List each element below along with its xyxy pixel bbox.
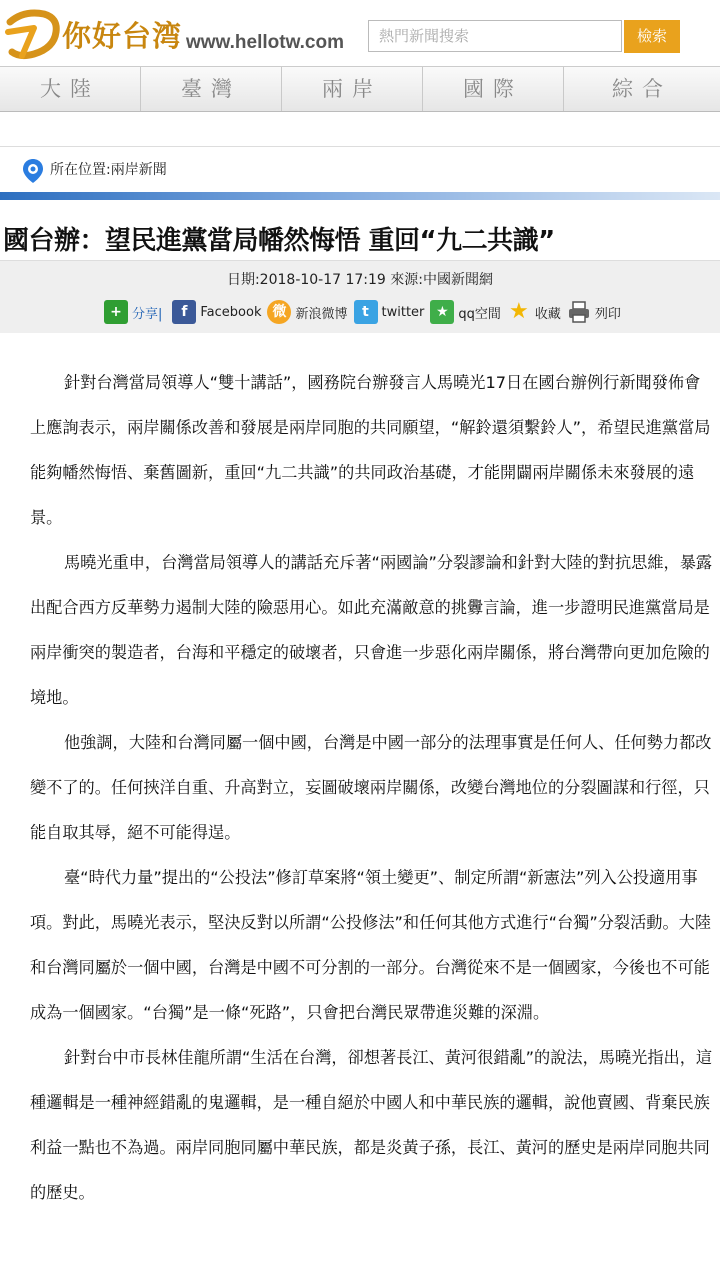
share-qzone[interactable] — [430, 300, 501, 324]
share-weibo[interactable] — [267, 300, 347, 324]
article-body — [30, 360, 716, 1215]
twitter-icon: t — [354, 300, 378, 324]
favorite-star-icon: ★ — [509, 299, 529, 324]
qzone-label: qq空間 — [458, 306, 501, 322]
weibo-icon: 微 — [267, 300, 291, 324]
search-input[interactable]: 熱門新聞搜索 — [368, 20, 622, 52]
printer-icon — [567, 300, 591, 324]
share-favorite[interactable] — [507, 300, 561, 324]
nav-item-taiwan[interactable]: 臺灣 — [141, 67, 282, 111]
logo-mark-icon — [4, 8, 62, 60]
breadcrumb — [0, 146, 720, 194]
plus-icon: + — [104, 300, 128, 324]
article-paragraph: 臺“時代力量”提出的“公投法”修訂草案將“領土變更”、制定所謂“新憲法”列入公投適用事項。對此，馬曉光表示，堅決反對以所謂“公投修法”和任何其他方式進行“台獨”分裂活動。大陸和台灣同屬於一個中國，台灣是中國不可分割的一部分。台灣從來不是一個國家，今後也不可能成為一個國家。“台獨”是一條“死路”，只會把台灣民眾帶進災難的深淵。 — [30, 868, 712, 1022]
article-meta: 日期:2018-10-17 17:19 來源:中國新聞網 — [226, 272, 494, 288]
share-twitter[interactable] — [354, 300, 425, 324]
article-paragraph: 針對台灣當局領導人“雙十講話”，國務院台辦發言人馬曉光17日在國台辦例行新聞發佈會上應詢表示，兩岸關係改善和發展是兩岸同胞的共同願望，“解鈴還須繫鈴人”，希望民進黨當局能夠幡然悔悟、棄舊圖新，重回“九二共識”的共同政治基礎，才能開闢兩岸關係未來發展的遠景。 — [30, 373, 711, 527]
article-paragraph: 馬曉光重申，台灣當局領導人的講話充斥著“兩國論”分裂謬論和針對大陸的對抗思維，暴露出配合西方反華勢力遏制大陸的險惡用心。如此充滿敵意的挑釁言論，進一步證明民進黨當局是兩岸衝突的製造者，台海和平穩定的破壞者，只會進一步惡化兩岸關係，將台灣帶向更加危險的境地。 — [30, 553, 713, 707]
weibo-label: 新浪微博 — [295, 306, 348, 322]
favorite-label: 收藏 — [534, 306, 561, 322]
nav-item-international[interactable]: 國際 — [423, 67, 564, 111]
share-bar — [104, 297, 627, 327]
share-print[interactable] — [567, 300, 621, 324]
nav-item-cross-strait[interactable]: 兩岸 — [282, 67, 423, 111]
facebook-label: Facebook — [200, 304, 262, 320]
search-button[interactable]: 檢索 — [624, 20, 680, 53]
qzone-star-icon: ★ — [430, 300, 454, 324]
breadcrumb-text[interactable]: 所在位置:兩岸新聞 — [50, 162, 167, 178]
logo-url: www.hellotw.com — [186, 32, 344, 53]
logo-text: 你好台湾 — [62, 19, 183, 53]
nav-item-general[interactable]: 綜合 — [612, 77, 672, 101]
article-paragraph: 針對台中市長林佳龍所謂“生活在台灣，卻想著長江、黃河很錯亂”的說法，馬曉光指出，這種邏輯是一種神經錯亂的鬼邏輯，是一種自絕於中國人和中華民族的邏輯，說他賣國、背棄民族利益一點也不為過。兩岸同胞同屬中華民族，都是炎黃子孫，長江、黃河的歷史是兩岸同胞共同的歷史。 — [30, 1048, 713, 1202]
site-header — [0, 0, 720, 66]
share-main[interactable] — [104, 300, 166, 324]
facebook-icon: f — [172, 300, 196, 324]
article-title: 國台辦：望民進黨當局幡然悔悟 重回“九二共識” — [3, 226, 555, 256]
article-paragraph: 他強調，大陸和台灣同屬一個中國，台灣是中國一部分的法理事實是任何人、任何勢力都改變不了的。任何挾洋自重、升高對立，妄圖破壞兩岸關係，改變台灣地位的分裂圖謀和行徑，只能自取其辱，絕不可能得逞。 — [30, 733, 712, 842]
main-nav — [0, 66, 720, 112]
print-label: 列印 — [594, 306, 621, 322]
nav-item-mainland[interactable]: 大陸 — [0, 67, 141, 111]
location-pin-icon — [22, 158, 44, 184]
site-logo[interactable] — [4, 8, 349, 60]
share-label: 分享| — [132, 306, 163, 322]
article-meta-box — [0, 260, 720, 333]
divider-bar — [0, 192, 720, 200]
twitter-label: twitter — [381, 304, 425, 320]
share-facebook[interactable] — [172, 300, 261, 324]
